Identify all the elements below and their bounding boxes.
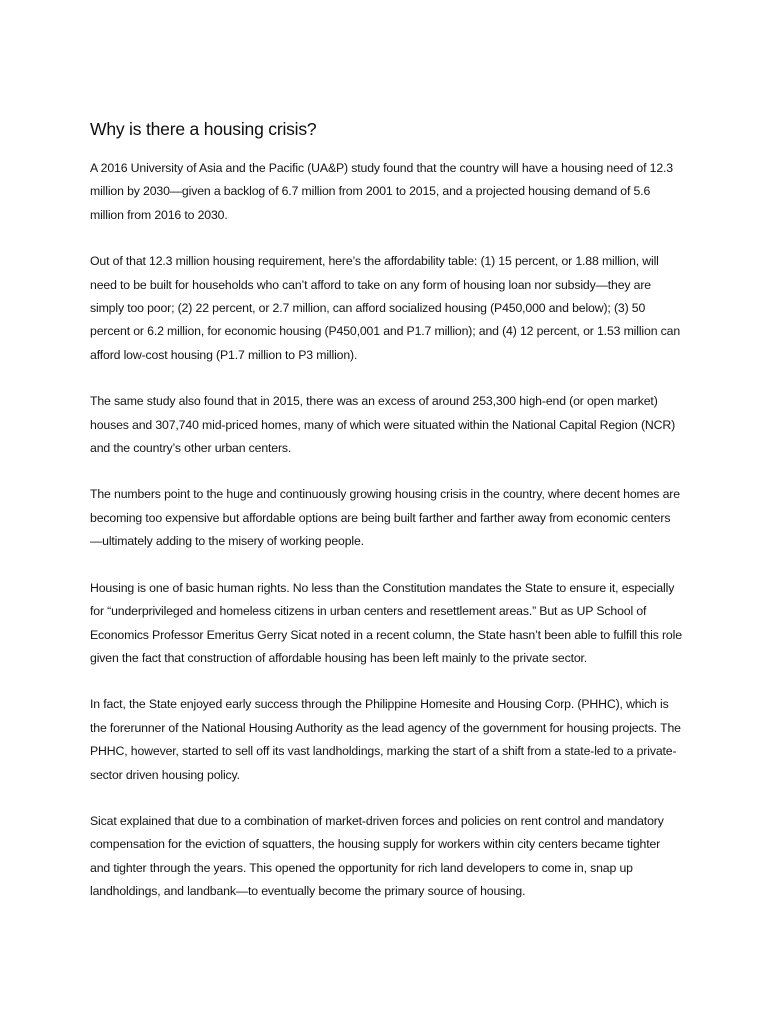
paragraph-phhc-history: In fact, the State enjoyed early success through the Philippine Homesite and Housing Corp. (PHHC), which is the forerunner of the National Housing Authority as the lead agency of the government for housing projects. The PHHC, however, started to sell off its vast landholdings, marking the start of a shift from a state-led to a private-sector driven housing policy.	[90, 697, 681, 782]
paragraph-human-rights: Housing is one of basic human rights. No less than the Constitution mandates the State to ensure it, especially for “underprivileged and homeless citizens in urban centers and resettlement areas.” But as UP School of Economics Professor Emeritus Gerry Sicat noted in a recent column, the State hasn’t been able to fulfill this role given the fact that construction of affordable housing has been left mainly to the private sector.	[90, 580, 682, 665]
paragraph-excess-supply: The same study also found that in 2015, there was an excess of around 253,300 high-end (or open market) houses and 307,740 mid-priced homes, many of which were situated within the National Capital Region (NCR) and the country’s other urban centers.	[90, 394, 676, 456]
paragraph-affordability-table: Out of that 12.3 million housing requirement, here’s the affordability table: (1) 15 percent, or 1.88 million, will need to be built for households who can’t afford to take on any form of housing loan nor subsidy—they are simply too poor; (2) 22 percent, or 2.7 million, can afford socialized housing (P450,000 and below); (3) 50 percent or 6.2 million, for economic housing (P450,001 and P1.7 million); and (4) 12 percent, or 1.53 million can afford low-cost housing (P1.7 million to P3 million).	[90, 254, 681, 362]
paragraph-housing-need: A 2016 University of Asia and the Pacific (UA&P) study found that the country will have a housing need of 12.3 million by 2030—given a backlog of 6.7 million from 2001 to 2015, and a projected housing demand of 5.6 million from 2016 to 2030.	[90, 161, 673, 222]
paragraph-sicat-explanation: Sicat explained that due to a combination of market-driven forces and policies on rent control and mandatory compensation for the eviction of squatters, the housing supply for workers within city centers became tighter and tighter through the years. This opened the opportunity for rich land developers to come in, snap up landholdings, and landbank—to eventually become the primary source of housing.	[90, 813, 664, 899]
document-heading: Why is there a housing crisis?	[90, 119, 317, 139]
paragraph-growing-crisis: The numbers point to the huge and continuously growing housing crisis in the country, where decent homes are becoming too expensive but affordable options are being built farther and farther away from economic centers—ultimately adding to the misery of working people.	[90, 487, 680, 549]
